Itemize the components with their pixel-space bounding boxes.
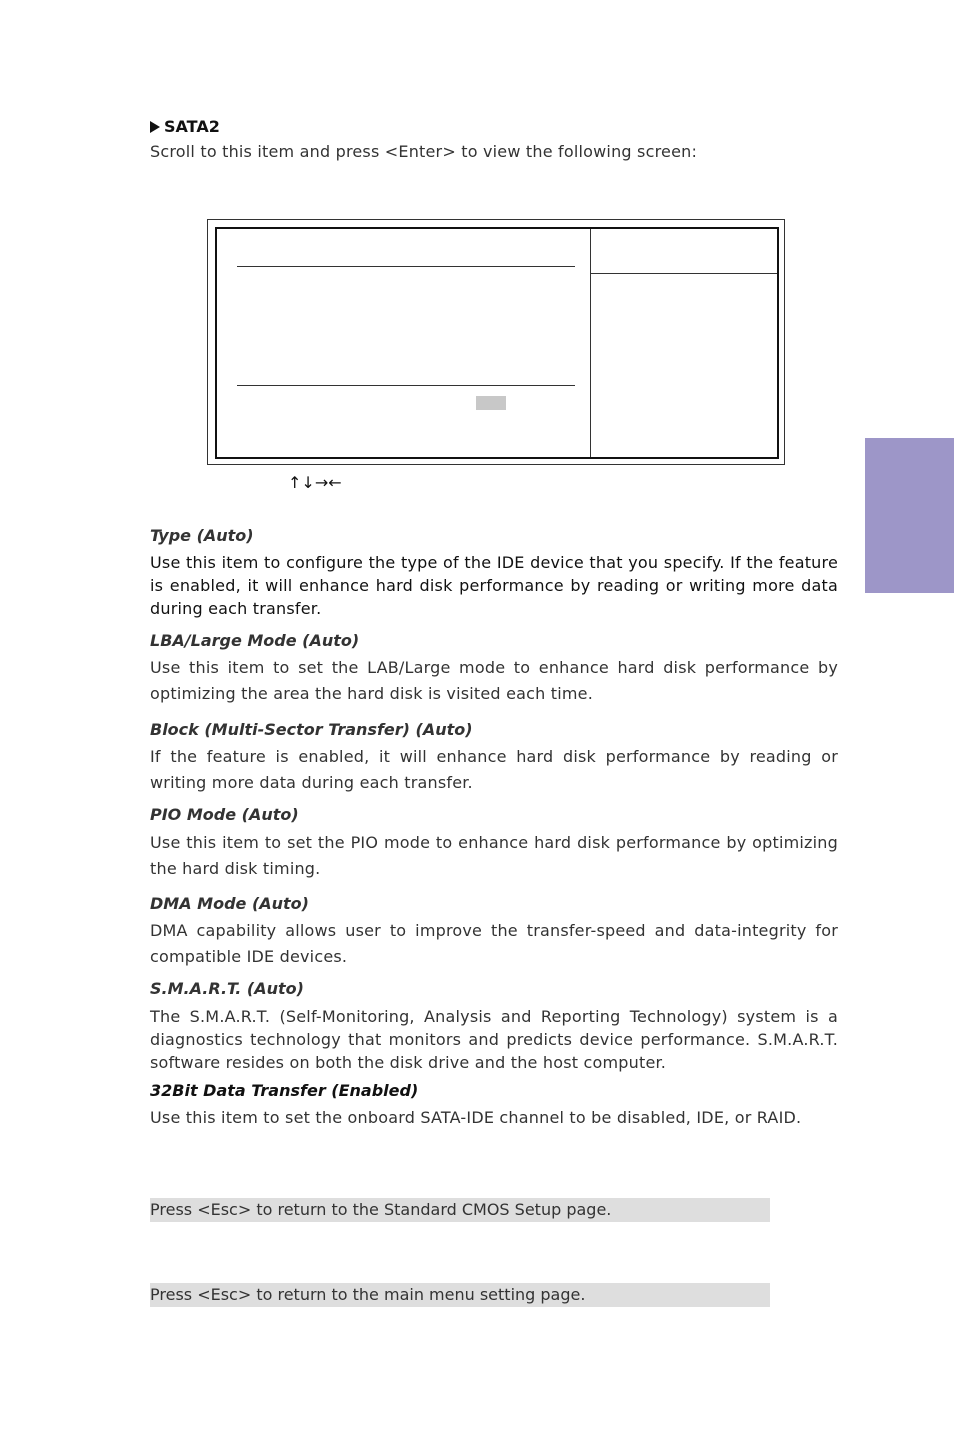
- section-intro: Scroll to this item and press <Enter> to view the following screen:: [150, 142, 698, 161]
- item-title-block: Block (Multi-Sector Transfer) (Auto): [150, 720, 473, 739]
- chapter-side-tab: [865, 438, 954, 593]
- item-title-lba: LBA/Large Mode (Auto): [150, 631, 360, 650]
- item-desc-32bit: Use this item to set the onboard SATA-IDE channel to be disabled, IDE, or RAID.: [150, 1108, 802, 1127]
- item-desc-pio: Use this item to set the PIO mode to enhance hard disk performance by optimizing the hard disk timing.: [150, 833, 838, 878]
- bios-screen-panel: [215, 227, 779, 459]
- item-desc-block: If the feature is enabled, it will enhance hard disk performance by reading or writing more data during each transfer.: [150, 747, 838, 792]
- note-return-standard-cmos: Press <Esc> to return to the Standard CMOS Setup page.: [150, 1198, 770, 1222]
- section-heading-text: SATA2: [164, 117, 220, 136]
- item-desc-dma: DMA capability allows user to improve the transfer-speed and data-integrity for compatible IDE devices.: [150, 921, 838, 966]
- note-return-main-menu: Press <Esc> to return to the main menu setting page.: [150, 1283, 770, 1307]
- nav-keys-legend: ↑↓→←: [288, 473, 342, 492]
- triangle-bullet-icon: [150, 121, 160, 133]
- item-title-pio: PIO Mode (Auto): [150, 805, 299, 824]
- bios-bottom-rule: [237, 385, 575, 386]
- bios-help-divider: [590, 229, 591, 457]
- bios-top-rule: [237, 266, 575, 267]
- item-title-smart: S.M.A.R.T. (Auto): [150, 979, 304, 998]
- section-heading: [150, 117, 220, 136]
- bios-help-header-line: [591, 273, 777, 274]
- item-title-dma: DMA Mode (Auto): [150, 894, 309, 913]
- item-desc-smart: The S.M.A.R.T. (Self-Monitoring, Analysis and Reporting Technology) system is a diagnostics technology that monitors and predicts device performance. S.M.A.R.T. software resides on both the disk drive and the host computer.: [150, 1007, 838, 1072]
- bios-highlight-cursor: [476, 396, 506, 410]
- item-desc-lba: Use this item to set the LAB/Large mode to enhance hard disk performance by optimizing the area the hard disk is visited each time.: [150, 658, 838, 703]
- item-desc-type: Use this item to configure the type of the IDE device that you specify. If the feature is enabled, it will enhance hard disk performance by reading or writing more data during each transfer.: [150, 553, 838, 618]
- item-title-32bit: 32Bit Data Transfer (Enabled): [150, 1081, 419, 1100]
- item-title-type: Type (Auto): [150, 526, 254, 545]
